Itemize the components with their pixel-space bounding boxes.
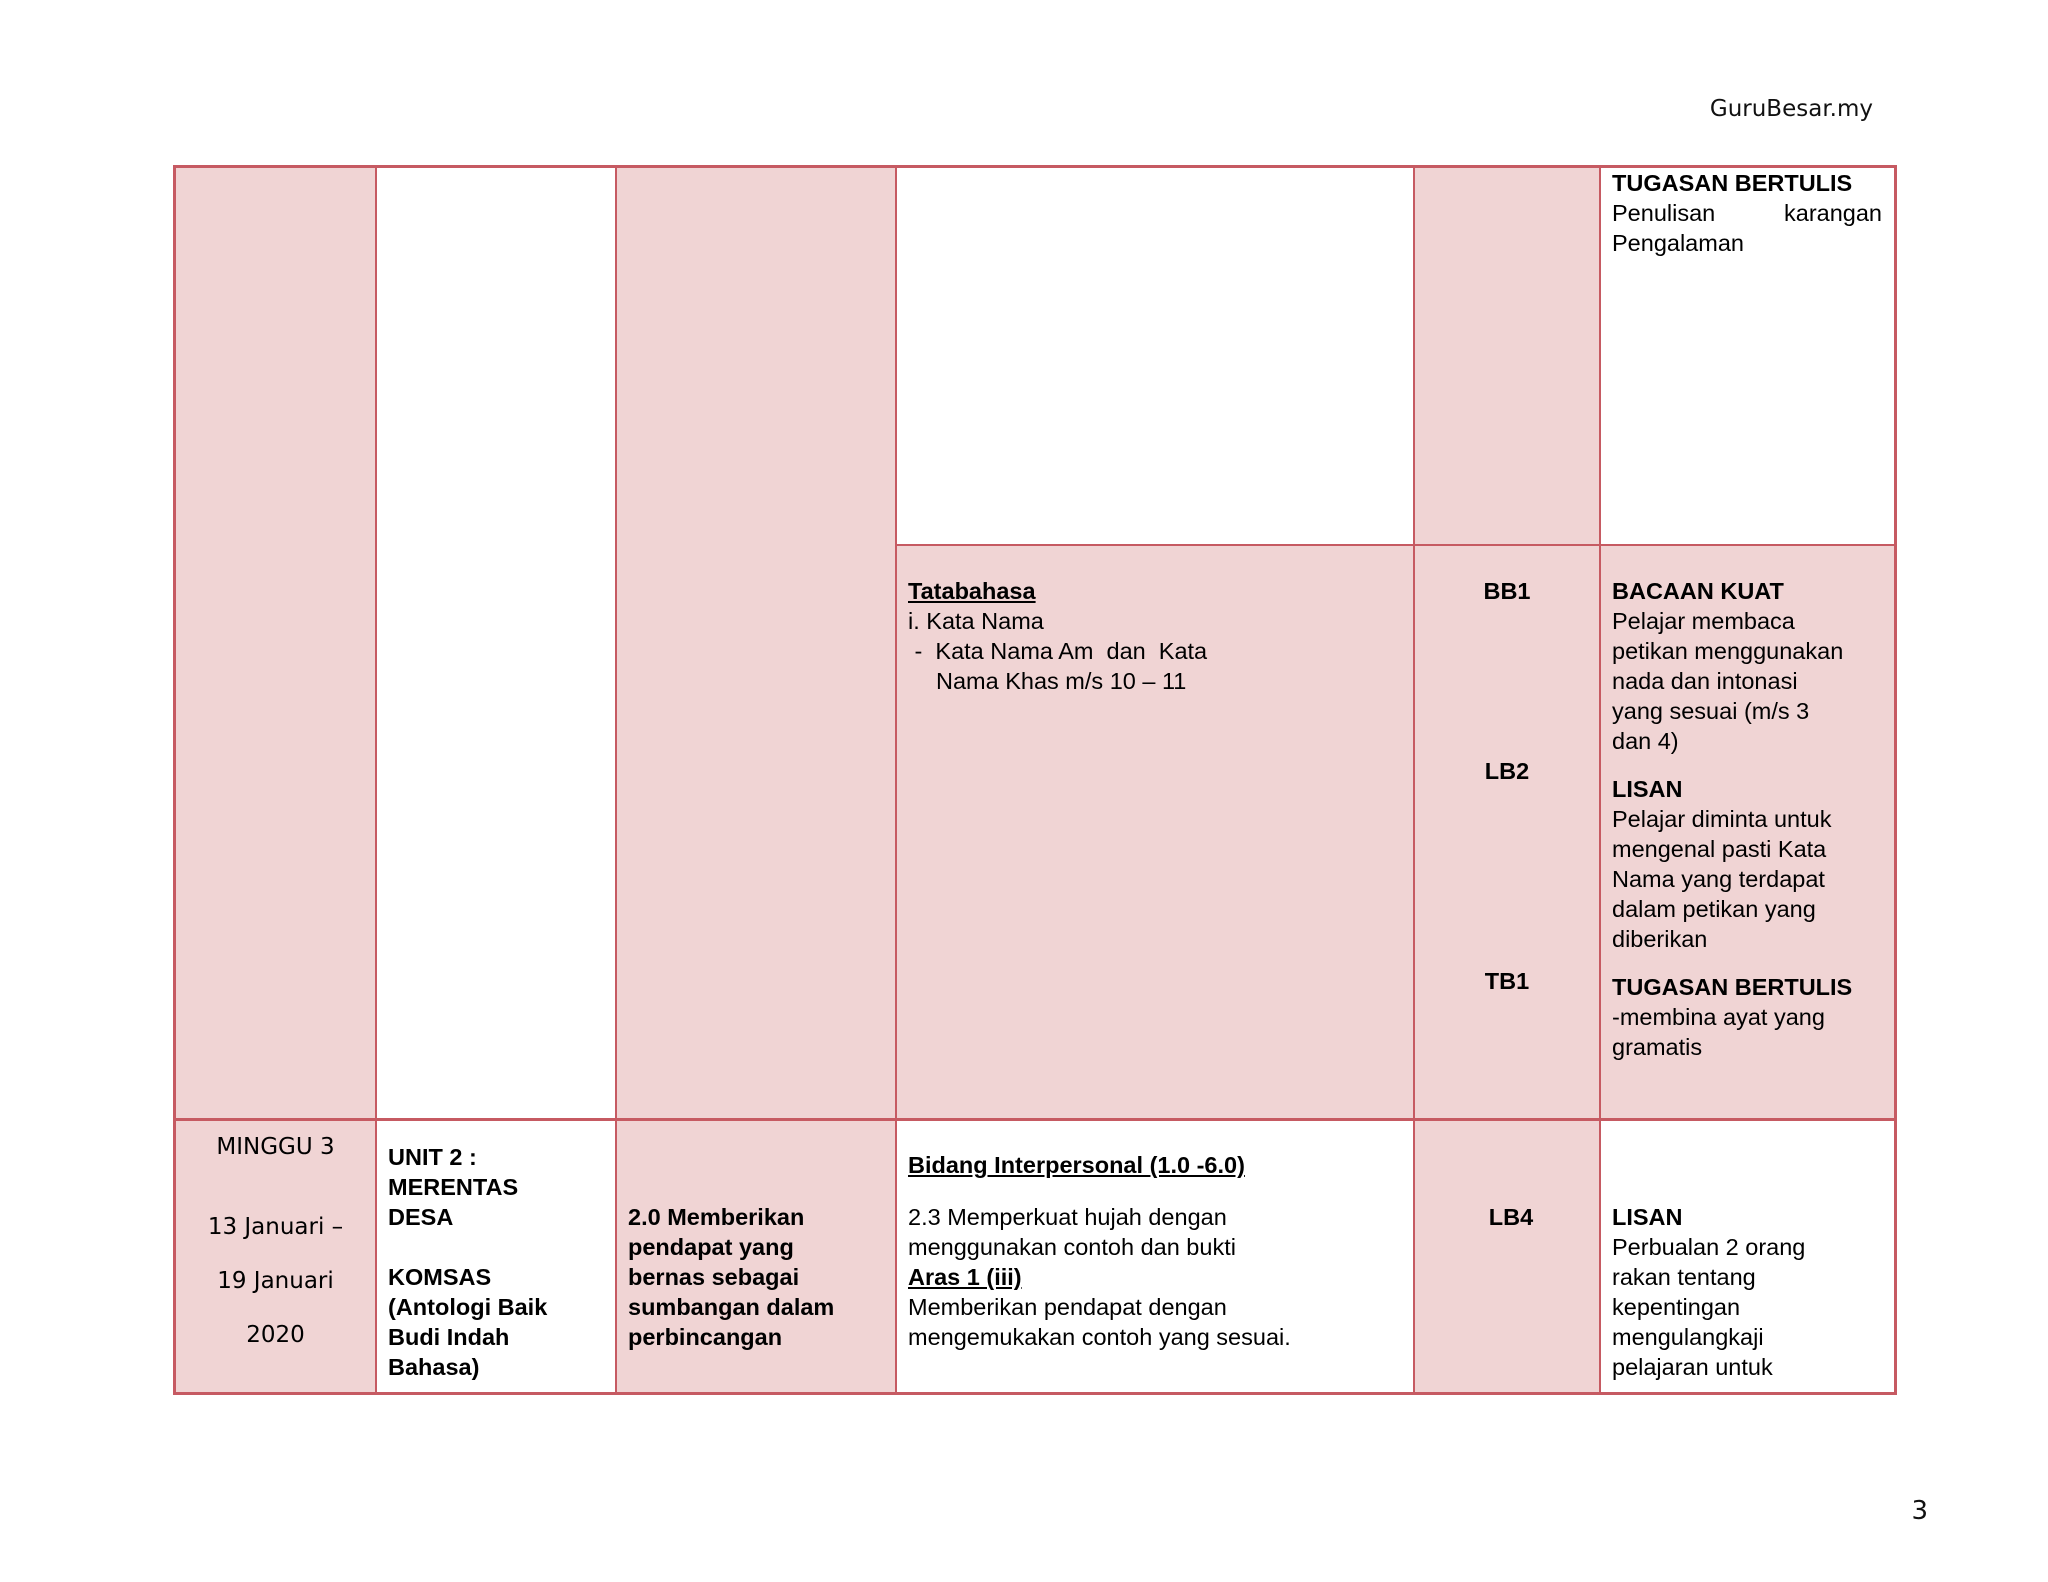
site-header: GuruBesar.my xyxy=(1709,96,1873,122)
komsas-title: Bahasa) xyxy=(388,1354,480,1380)
assessment-text: diberikan xyxy=(1612,926,1708,952)
table-divider-v3 xyxy=(895,165,897,1395)
page-number: 3 xyxy=(1911,1496,1928,1526)
assessment-text: Pelajar membaca xyxy=(1612,608,1795,634)
assessment-text: kepentingan xyxy=(1612,1294,1741,1320)
assessment-text: yang sesuai (m/s 3 xyxy=(1612,698,1810,724)
table-border-bottom xyxy=(173,1392,1897,1395)
assessment-text: dan 4) xyxy=(1612,728,1679,754)
grammar-heading: Tatabahasa xyxy=(908,578,1036,604)
assessment-text: nada dan intonasi xyxy=(1612,668,1798,694)
code-lb4: LB4 xyxy=(1488,1204,1534,1230)
row3-content-cell xyxy=(908,1150,1408,1352)
code-lb2: LB2 xyxy=(1484,758,1530,784)
learning-desc: mengemukakan contoh yang sesuai. xyxy=(908,1324,1291,1350)
week-label: MINGGU 3 xyxy=(216,1134,335,1160)
interpersonal-heading: Bidang Interpersonal (1.0 -6.0) xyxy=(908,1152,1245,1178)
standard-text: pendapat yang xyxy=(628,1234,794,1260)
standard-text: 2.0 Memberikan xyxy=(628,1204,805,1230)
assessment-text: petikan menggunakan xyxy=(1612,638,1844,664)
assessment-line xyxy=(1612,198,1882,228)
learning-standard: 2.3 Memperkuat hujah dengan xyxy=(908,1204,1227,1230)
row2-content-cell xyxy=(908,576,1408,696)
code-bb1: BB1 xyxy=(1483,578,1531,604)
row1-assessment-cell xyxy=(1612,168,1882,258)
assessment-text-a: Penulisan xyxy=(1612,200,1716,226)
unit-title: UNIT 2 : xyxy=(388,1144,477,1170)
assessment-text: dalam petikan yang xyxy=(1612,896,1816,922)
table-border-right xyxy=(1894,165,1897,1395)
aras-label: Aras 1 (iii) xyxy=(908,1264,1022,1290)
row3-code-cell xyxy=(1414,1120,1600,1392)
unit-cell xyxy=(388,1142,610,1382)
standard-cell xyxy=(628,1202,890,1352)
learning-desc: Memberikan pendapat dengan xyxy=(908,1294,1227,1320)
table-divider-h2 xyxy=(173,1118,1897,1121)
assessment-text: mengenal pasti Kata xyxy=(1612,836,1827,862)
assessment-text: -membina ayat yang xyxy=(1612,1004,1825,1030)
assessment-heading-tugasan: TUGASAN BERTULIS xyxy=(1612,974,1853,1000)
grammar-item: Nama Khas m/s 10 – 11 xyxy=(936,668,1187,694)
assessment-heading-bacaan: BACAAN KUAT xyxy=(1612,578,1784,604)
komsas-title: Budi Indah xyxy=(388,1324,510,1350)
row2-assessment-cell xyxy=(1612,576,1887,1062)
assessment-text: gramatis xyxy=(1612,1034,1703,1060)
week-date-start: 13 Januari – xyxy=(207,1214,344,1240)
assessment-text: mengulangkaji xyxy=(1612,1324,1764,1350)
assessment-heading-lisan: LISAN xyxy=(1612,776,1683,802)
row2-code-cell xyxy=(1414,546,1600,1120)
assessment-text: Nama yang terdapat xyxy=(1612,866,1825,892)
grammar-item: - Kata Nama Am dan Kata xyxy=(908,638,1208,664)
week-year: 2020 xyxy=(246,1322,305,1348)
unit-title: MERENTAS xyxy=(388,1174,519,1200)
table-divider-v2 xyxy=(615,165,617,1395)
assessment-text: Pelajar diminta untuk xyxy=(1612,806,1832,832)
week-cell xyxy=(176,1120,375,1392)
assessment-heading: TUGASAN BERTULIS xyxy=(1612,170,1853,196)
table-divider-h1 xyxy=(896,544,1896,546)
learning-standard: menggunakan contoh dan bukti xyxy=(908,1234,1236,1260)
grammar-item: i. Kata Nama xyxy=(908,608,1044,634)
standard-text: bernas sebagai xyxy=(628,1264,800,1290)
week-date-end: 19 Januari xyxy=(217,1268,334,1294)
unit-title: DESA xyxy=(388,1204,454,1230)
komsas-title: (Antologi Baik xyxy=(388,1294,548,1320)
table-divider-v1 xyxy=(375,165,377,1395)
code-tb1: TB1 xyxy=(1484,968,1530,994)
assessment-text: pelajaran untuk xyxy=(1612,1354,1773,1380)
row3-assessment-cell xyxy=(1612,1202,1887,1382)
standard-text: perbincangan xyxy=(628,1324,783,1350)
assessment-text: rakan tentang xyxy=(1612,1264,1756,1290)
assessment-heading-lisan: LISAN xyxy=(1612,1204,1683,1230)
standard-text: sumbangan dalam xyxy=(628,1294,835,1320)
komsas-title: KOMSAS xyxy=(388,1264,492,1290)
assessment-text: Perbualan 2 orang xyxy=(1612,1234,1806,1260)
row1-col3-bg xyxy=(616,166,896,1120)
row1-col1-bg xyxy=(174,166,376,1120)
assessment-text-b: karangan xyxy=(1784,200,1882,226)
assessment-text: Pengalaman xyxy=(1612,230,1744,256)
